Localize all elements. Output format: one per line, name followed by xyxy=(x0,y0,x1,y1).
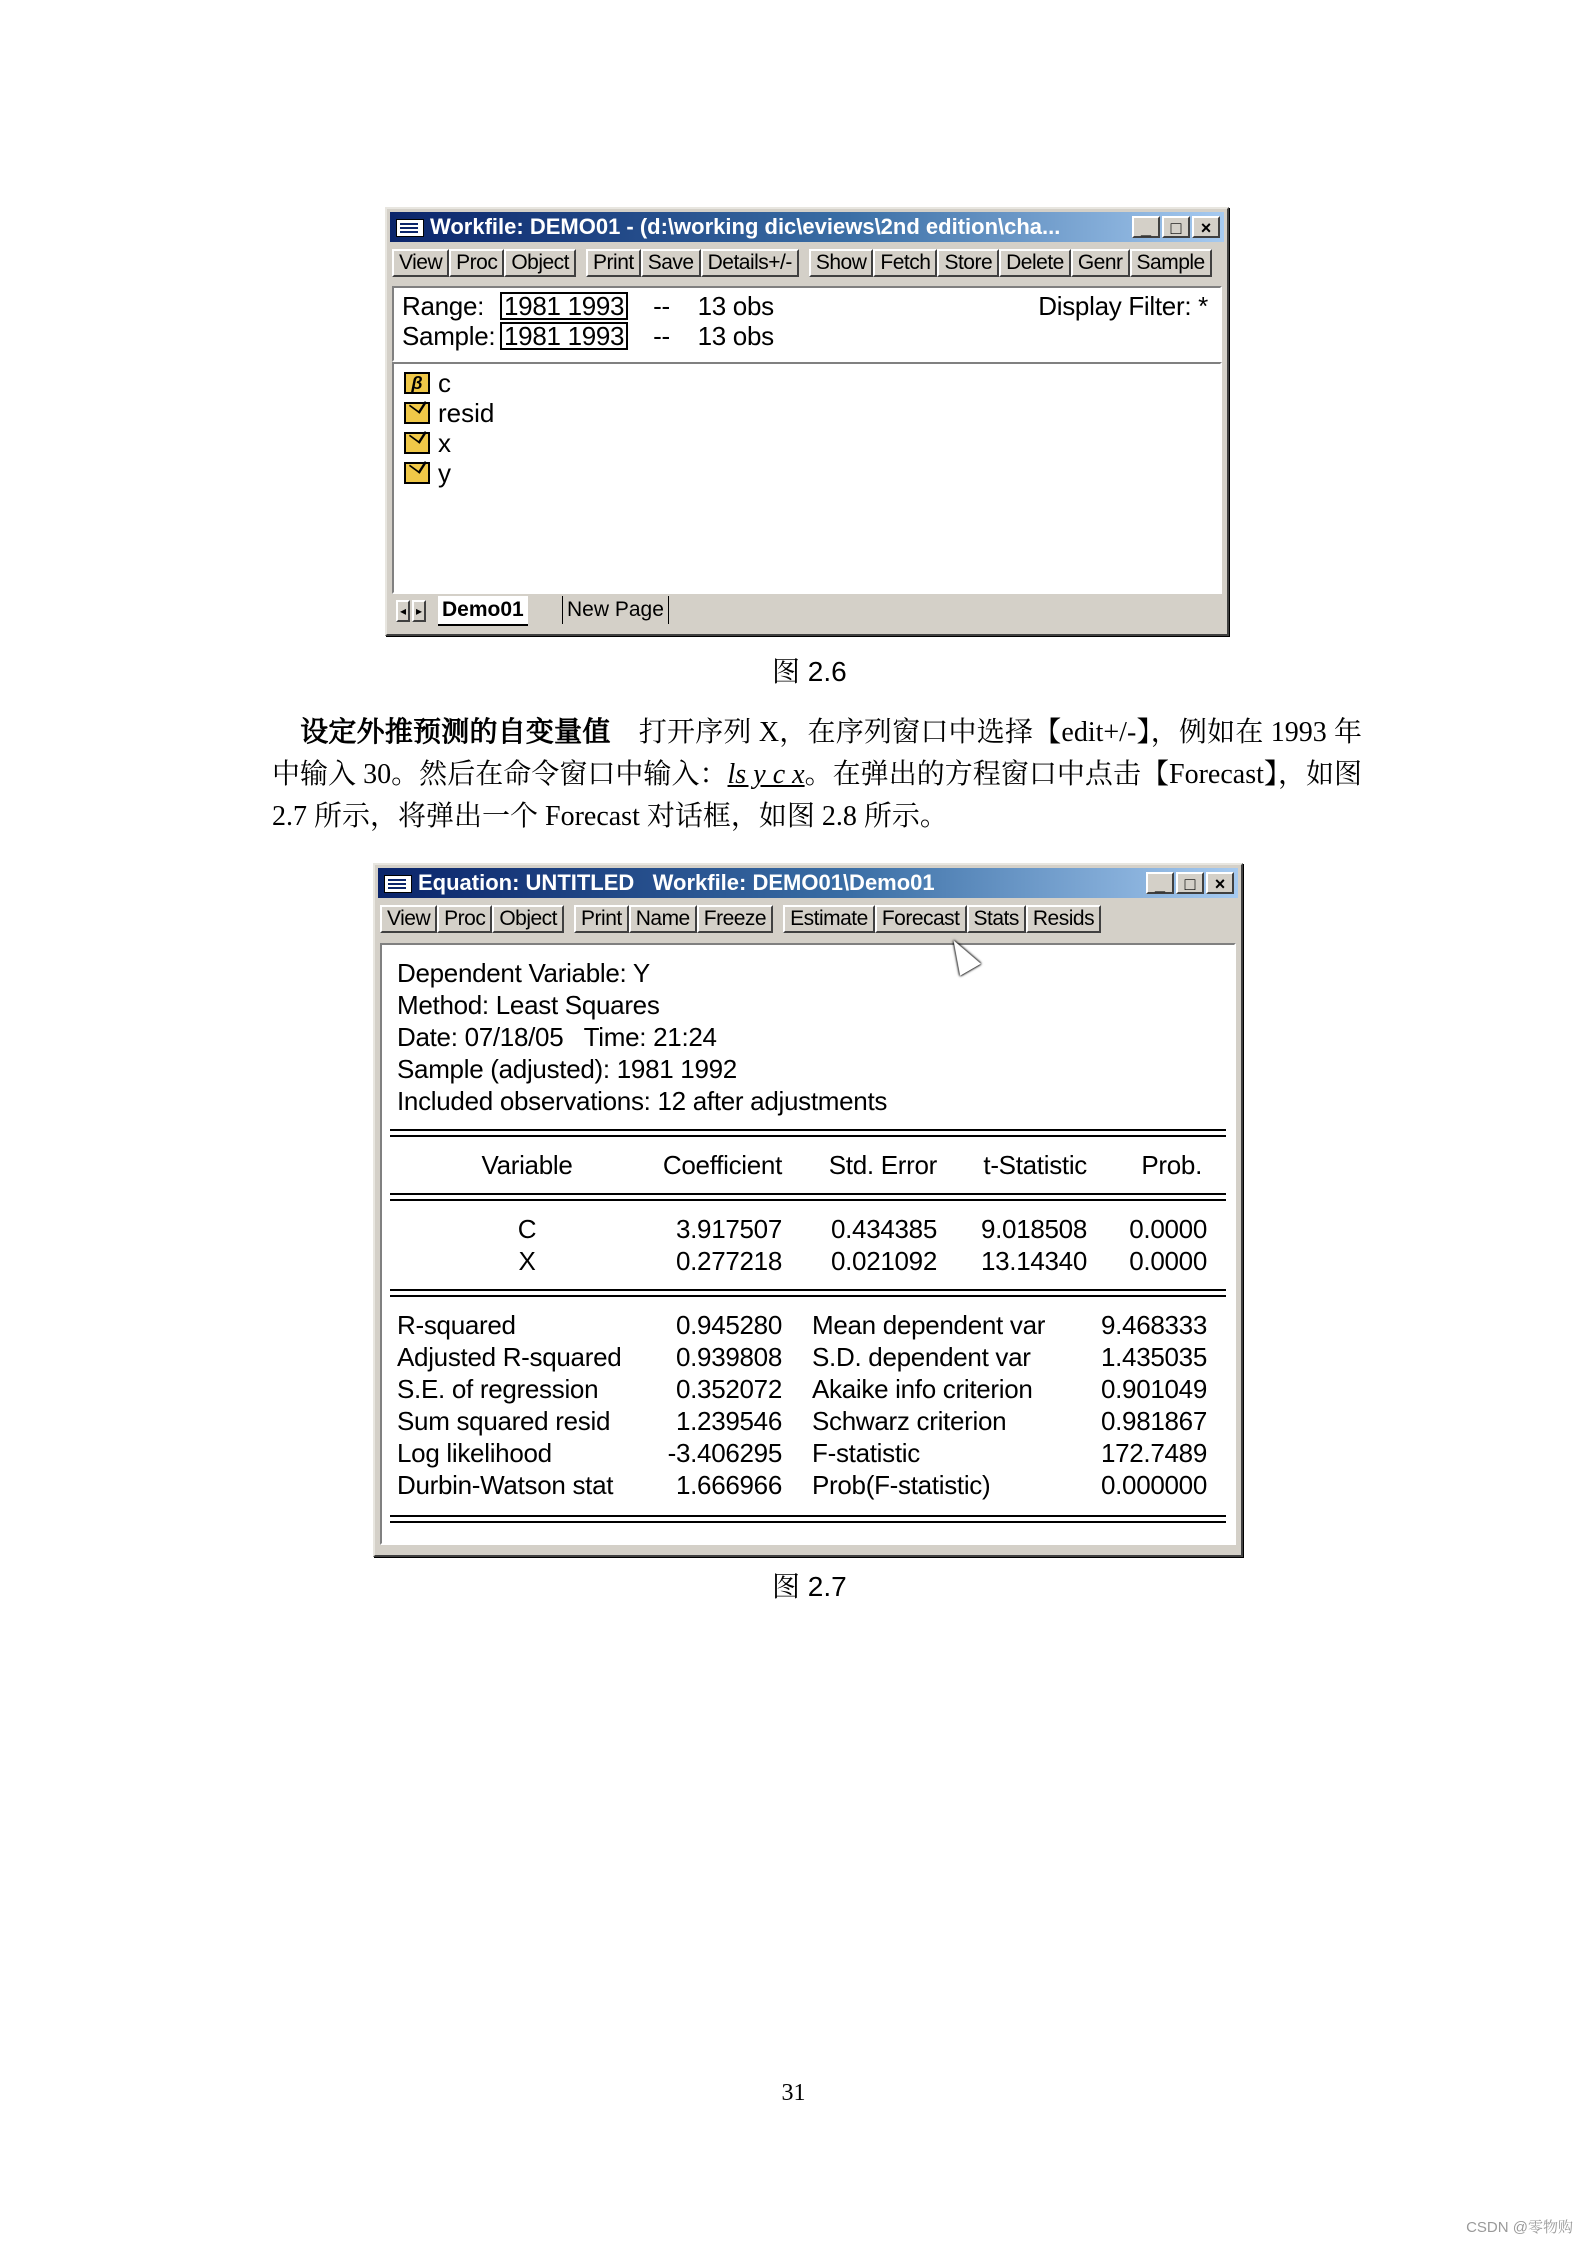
stat-label: Akaike info criterion xyxy=(812,1374,1033,1404)
maximize-button[interactable]: □ xyxy=(1162,216,1190,238)
stat-label: Prob(F-statistic) xyxy=(812,1470,991,1500)
object-button[interactable]: Object xyxy=(504,249,576,277)
list-item[interactable] xyxy=(404,368,451,398)
freeze-button[interactable]: Freeze xyxy=(697,905,773,933)
divider xyxy=(390,1295,1226,1297)
scroll-right-icon[interactable]: ▸ xyxy=(412,600,426,622)
tab-new-page[interactable]: New Page xyxy=(562,596,669,624)
prob-cell: 0.0000 xyxy=(1129,1246,1207,1276)
window-icon xyxy=(384,875,412,893)
stat-label: R-squared xyxy=(397,1310,516,1340)
stat-label: Durbin-Watson stat xyxy=(397,1470,614,1500)
series-icon xyxy=(404,462,430,484)
paragraph-text-2: 。在弹出的方程窗口中点击【Forecast】，如图 2.7 所示，将弹出一个 Forecast 对话框，如图 2.8 所示。 xyxy=(272,759,1362,832)
name-button[interactable]: Name xyxy=(629,905,697,933)
details-button[interactable]: Details+/- xyxy=(701,249,799,277)
column-header: Prob. xyxy=(1141,1150,1202,1180)
workfile-titlebar[interactable] xyxy=(390,212,1224,242)
stat-value: 0.352072 xyxy=(675,1374,782,1404)
equation-titlebar[interactable] xyxy=(378,868,1238,898)
t-statistic-cell: 13.14340 xyxy=(980,1246,1087,1276)
page-tabbar xyxy=(392,594,1222,628)
equation-toolbar xyxy=(380,902,1236,936)
page-number: 31 xyxy=(781,2080,806,2106)
object-name: y xyxy=(438,458,451,488)
forecast-button[interactable]: Forecast xyxy=(875,905,967,933)
close-button[interactable]: × xyxy=(1206,872,1234,894)
estimation-output xyxy=(380,943,1236,1545)
view-button[interactable]: View xyxy=(392,249,449,277)
watermark: CSDN @零物购 xyxy=(1466,2219,1573,2236)
stat-value: 0.901049 xyxy=(1100,1374,1207,1404)
t-statistic-cell: 9.018508 xyxy=(980,1214,1087,1244)
stat-value: 1.666966 xyxy=(675,1470,782,1500)
genr-button[interactable]: Genr xyxy=(1071,249,1130,277)
stat-label: Sum squared resid xyxy=(397,1406,611,1436)
sample-row xyxy=(402,322,774,350)
stat-label: Adjusted R-squared xyxy=(397,1342,622,1372)
divider xyxy=(390,1289,1226,1291)
column-header: Coefficient xyxy=(662,1150,782,1180)
column-header: Std. Error xyxy=(828,1150,937,1180)
list-item[interactable] xyxy=(404,398,494,428)
save-button[interactable]: Save xyxy=(641,249,701,277)
maximize-button[interactable]: □ xyxy=(1176,872,1204,894)
display-filter[interactable]: Display Filter: * xyxy=(1038,291,1208,321)
variable-cell: X xyxy=(518,1246,536,1276)
divider xyxy=(390,1199,1226,1201)
workfile-window xyxy=(385,207,1229,636)
header-line: Included observations: 12 after adjustments xyxy=(397,1086,888,1116)
minimize-button[interactable]: _ xyxy=(1132,216,1160,238)
divider xyxy=(390,1135,1226,1137)
resids-button[interactable]: Resids xyxy=(1026,905,1101,933)
object-name: resid xyxy=(438,398,495,428)
sample-label: Sample: xyxy=(402,321,496,351)
estimate-button[interactable]: Estimate xyxy=(783,905,875,933)
stat-label: Log likelihood xyxy=(397,1438,552,1468)
range-value[interactable]: 1981 1993 xyxy=(500,292,628,320)
proc-button[interactable]: Proc xyxy=(449,249,504,277)
stat-value: 0.945280 xyxy=(675,1310,782,1340)
stats-button[interactable]: Stats xyxy=(967,905,1026,933)
range-obs: -- 13 obs xyxy=(653,291,774,321)
sample-value[interactable]: 1981 1993 xyxy=(500,322,628,350)
object-name: x xyxy=(438,428,451,458)
stat-value: 1.435035 xyxy=(1100,1342,1207,1372)
stat-value: 172.7489 xyxy=(1100,1438,1207,1468)
variable-cell: C xyxy=(517,1214,537,1244)
scroll-left-icon[interactable]: ◂ xyxy=(396,600,410,622)
tab-demo01[interactable]: Demo01 xyxy=(438,596,528,626)
stat-label: S.D. dependent var xyxy=(812,1342,1031,1372)
sample-obs: -- 13 obs xyxy=(653,321,774,351)
series-icon xyxy=(404,432,430,454)
divider xyxy=(390,1521,1226,1523)
series-icon xyxy=(404,402,430,424)
command-text: ls y c x xyxy=(727,759,805,790)
coefficient-cell: 3.917507 xyxy=(675,1214,782,1244)
paragraph-heading: 设定外推预测的自变量值 xyxy=(300,717,611,748)
stat-label: Schwarz criterion xyxy=(812,1406,1007,1436)
header-line: Dependent Variable: Y xyxy=(397,958,650,988)
stat-value: -3.406295 xyxy=(667,1438,782,1468)
range-row xyxy=(402,292,774,320)
stat-value: 1.239546 xyxy=(675,1406,782,1436)
std-error-cell: 0.434385 xyxy=(830,1214,937,1244)
sample-button[interactable]: Sample xyxy=(1130,249,1212,277)
std-error-cell: 0.021092 xyxy=(830,1246,937,1276)
header-line: Sample (adjusted): 1981 1992 xyxy=(397,1054,737,1084)
show-button[interactable]: Show xyxy=(809,249,874,277)
coefficient-cell: 0.277218 xyxy=(675,1246,782,1276)
column-header: Variable xyxy=(481,1150,573,1180)
workfile-title: Workfile: DEMO01 - (d:\working dic\eviews\2nd edition\cha... xyxy=(430,214,1061,239)
stat-value: 0.000000 xyxy=(1100,1470,1207,1500)
equation-title: Equation: UNTITLED Workfile: DEMO01\Demo01 xyxy=(418,870,935,895)
close-button[interactable]: × xyxy=(1192,216,1220,238)
range-label: Range: xyxy=(402,291,485,321)
minimize-button[interactable]: _ xyxy=(1146,872,1174,894)
view-button[interactable]: View xyxy=(380,905,437,933)
figure-caption: 图 2.6 xyxy=(772,656,847,687)
fetch-button[interactable]: Fetch xyxy=(873,249,937,277)
header-line: Date: 07/18/05 Time: 21:24 xyxy=(397,1022,717,1052)
stat-label: Mean dependent var xyxy=(812,1310,1046,1340)
object-name: c xyxy=(438,368,451,398)
list-item[interactable] xyxy=(404,428,451,458)
stat-label: S.E. of regression xyxy=(397,1374,599,1404)
coef-vector-icon: β xyxy=(404,372,430,394)
figure-caption: 图 2.7 xyxy=(772,1571,847,1602)
stat-value: 9.468333 xyxy=(1100,1310,1207,1340)
stat-label: F-statistic xyxy=(812,1438,920,1468)
stat-value: 0.981867 xyxy=(1100,1406,1207,1436)
divider xyxy=(390,1515,1226,1517)
workfile-info-panel xyxy=(392,286,1222,362)
equation-window xyxy=(373,863,1243,1557)
print-button[interactable]: Print xyxy=(586,249,641,277)
prob-cell: 0.0000 xyxy=(1129,1214,1207,1244)
column-header: t-Statistic xyxy=(983,1150,1087,1180)
list-item[interactable] xyxy=(404,458,451,488)
divider xyxy=(390,1193,1226,1195)
window-icon xyxy=(396,219,424,237)
workfile-toolbar xyxy=(392,246,1222,280)
paragraph-text-1: 打开序列 X，在序列窗口中选择【edit+/-】，例如在 1993 年中输入 30。然后在命令窗口中输入： xyxy=(272,717,1362,790)
header-line: Method: Least Squares xyxy=(397,990,660,1020)
store-button[interactable]: Store xyxy=(937,249,999,277)
object-list xyxy=(392,362,1222,594)
stat-value: 0.939808 xyxy=(675,1342,782,1372)
divider xyxy=(390,1129,1226,1131)
proc-button[interactable]: Proc xyxy=(437,905,492,933)
body-paragraph xyxy=(272,712,1362,838)
print-button[interactable]: Print xyxy=(574,905,629,933)
object-button[interactable]: Object xyxy=(492,905,564,933)
delete-button[interactable]: Delete xyxy=(999,249,1071,277)
